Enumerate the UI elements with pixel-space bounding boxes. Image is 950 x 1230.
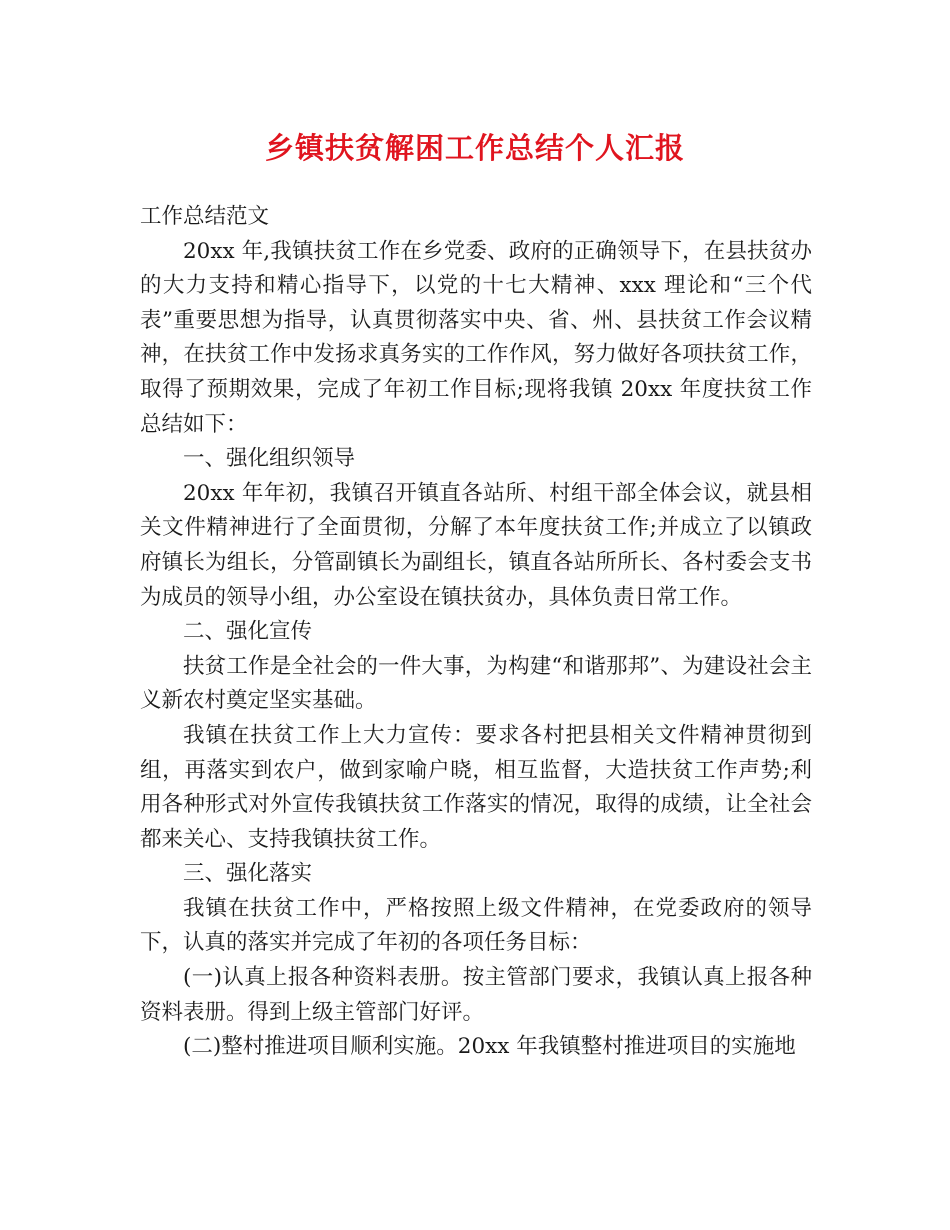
section-heading-3: 三、强化落实 bbox=[183, 861, 313, 887]
section-heading-1: 一、强化组织领导 bbox=[183, 446, 356, 472]
paragraph-section-3: 我镇在扶贫工作中，严格按照上级文件精神，在党委政府的领导下，认真的落实并完成了年初的各项任务目标： bbox=[140, 895, 812, 956]
paragraph-item-1: (一)认真上报各种资料表册。按主管部门要求，我镇认真上报各种资料表册。得到上级主管部门好评。 bbox=[140, 965, 812, 1025]
section-heading-2: 二、强化宣传 bbox=[183, 619, 313, 645]
document-title: 乡镇扶贫解困工作总结个人汇报 bbox=[264, 131, 685, 165]
paragraph-section-2b: 我镇在扶贫工作上大力宣传：要求各村把县相关文件精神贯彻到组，再落实到农户，做到家喻户晓，相互监督，大造扶贫工作声势;利用各种形式对外宣传我镇扶贫工作落实的情况，取得的成绩，让全社会都来关心、支持我镇扶贫工作。 bbox=[140, 722, 812, 852]
paragraph-intro: 20xx 年,我镇扶贫工作在乡党委、政府的正确领导下，在县扶贫办的大力支持和精心指导下，以党的十七大精神、xxx 理论和“三个代表”重要思想为指导，认真贯彻落实中央、省、州、县扶贫工作会议精神，在扶贫工作中发扬求真务实的工作作风，努力做好各项扶贫工作，取得了预期效果，完成了年初工作目标;现将我镇 20xx 年度扶贫工作总结如下： bbox=[140, 238, 812, 437]
paragraph-section-1: 20xx 年年初，我镇召开镇直各站所、村组干部全体会议，就县相关文件精神进行了全面贯彻，分解了本年度扶贫工作;并成立了以镇政府镇长为组长，分管副镇长为副组长，镇直各站所所长、各村委会支书为成员的领导小组，办公室设在镇扶贫办，具体负责日常工作。 bbox=[140, 480, 812, 610]
paragraph-label: 工作总结范文 bbox=[140, 204, 270, 229]
paragraph-item-2: (二)整村推进项目顺利实施。20xx 年我镇整村推进项目的实施地 bbox=[183, 1034, 796, 1060]
paragraph-section-2a: 扶贫工作是全社会的一件大事，为构建“和谐那邦”、为建设社会主义新农村奠定坚实基础。 bbox=[140, 653, 812, 714]
document-body bbox=[140, 200, 812, 1065]
